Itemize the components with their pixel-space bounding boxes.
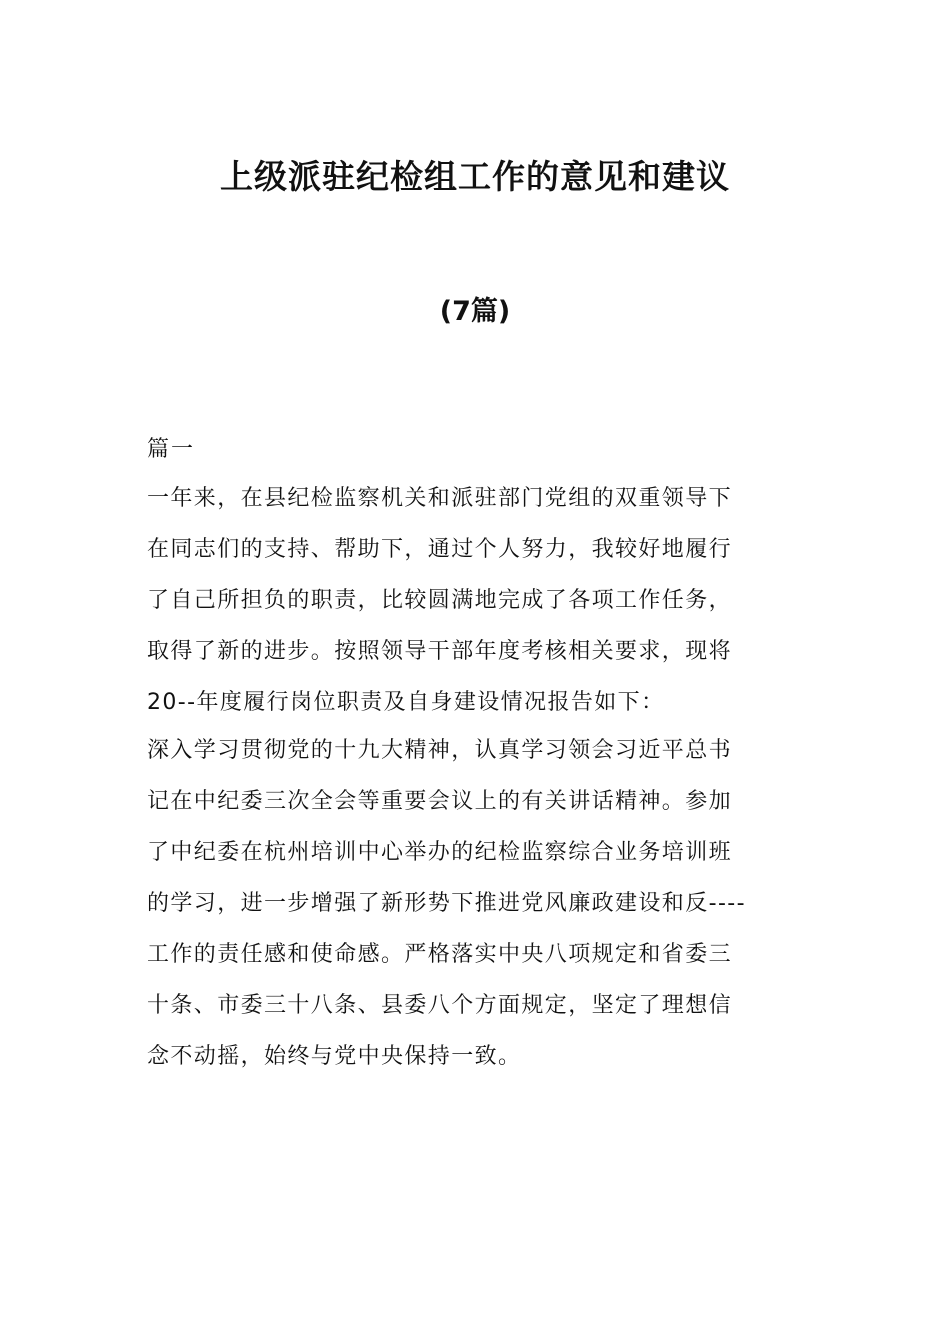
paragraph-line: 工作的责任感和使命感。严格落实中央八项规定和省委三 [147,942,733,967]
paragraph-line: 20--年度履行岗位职责及自身建设情况报告如下： [147,690,665,715]
document-title: 上级派驻纪检组工作的意见和建议 [220,157,730,196]
paragraph-line: 记在中纪委三次全会等重要会议上的有关讲话精神。参加 [147,789,733,814]
paragraph-line: 的学习，进一步增强了新形势下推进党风廉政建设和反---- [147,891,746,916]
paragraph-line: 念不动摇，始终与党中央保持一致。 [147,1044,522,1069]
paragraph-line: 在同志们的支持、帮助下，通过个人努力，我较好地履行 [147,537,733,562]
paragraph-line: 了中纪委在杭州培训中心举办的纪检监察综合业务培训班 [147,840,733,865]
paragraph-line: 深入学习贯彻党的十九大精神，认真学习领会习近平总书 [147,738,733,763]
paragraph-line: 取得了新的进步。按照领导干部年度考核相关要求，现将 [147,639,733,664]
document-subtitle: (7篇) [439,296,511,327]
paragraph-2 [147,725,807,1082]
paragraph-1 [147,473,807,728]
paragraph-line: 十条、市委三十八条、县委八个方面规定，坚定了理想信 [147,993,733,1018]
paragraph-line: 一年来，在县纪检监察机关和派驻部门党组的双重领导下 [147,486,733,511]
paragraph-line: 了自己所担负的职责，比较圆满地完成了各项工作任务， [147,588,733,613]
section-label: 篇一 [147,437,196,462]
